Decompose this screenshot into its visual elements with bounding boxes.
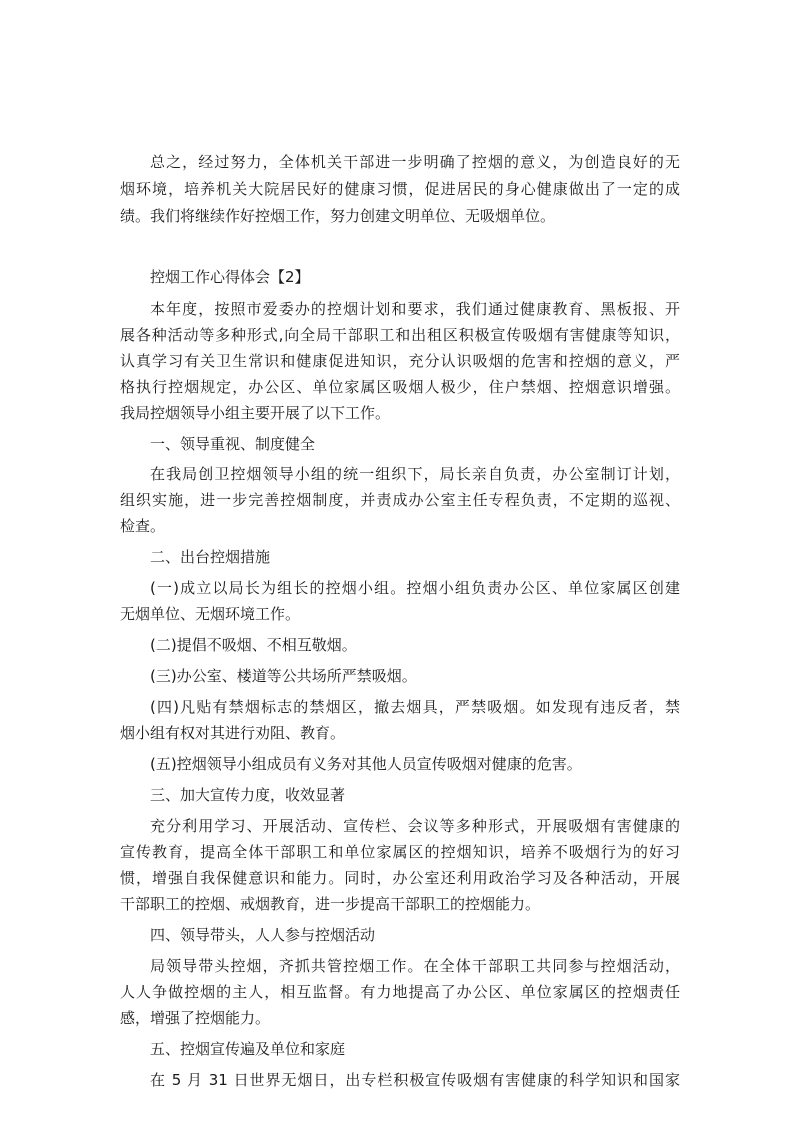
section-heading: 五、控烟宣传遍及单位和家庭 xyxy=(150,1040,346,1058)
section-heading: 一、领导重视、制度健全 xyxy=(150,435,316,453)
paragraph-line: 惯，增强自我保健意识和能力。同时，办公室还利用政治学习及各种活动，开展 xyxy=(120,869,680,887)
paragraph-line: 在 5 月 31 日世界无烟日，出专栏积极宣传吸烟有害健康的科学知识和国家 xyxy=(150,1071,680,1089)
paragraph-line: 组织实施，进一步完善控烟制度，并责成办公室主任专程负责，不定期的巡视、 xyxy=(120,491,680,509)
paragraph-line: 局领导带头控烟，齐抓共管控烟工作。在全体干部职工共同参与控烟活动， xyxy=(150,957,680,975)
paragraph-line: 展各种活动等多种形式,向全局干部职工和出租区积极宣传吸烟有害健康等知识， xyxy=(120,326,680,344)
paragraph-line: 绩。我们将继续作好控烟工作，努力创建文明单位、无吸烟单位。 xyxy=(120,207,556,225)
list-item-line: 烟小组有权对其进行劝阻、教育。 xyxy=(120,724,346,742)
section-heading: 四、领导带头，人人参与控烟活动 xyxy=(150,926,376,944)
list-item-line: (三)办公室、楼道等公共场所严禁吸烟。 xyxy=(150,667,417,685)
list-item-line: 无烟单位、无烟环境工作。 xyxy=(120,605,301,623)
paragraph-line: 认真学习有关卫生常识和健康促进知识，充分认识吸烟的危害和控烟的意义，严 xyxy=(120,352,680,370)
list-item-line: (五)控烟领导小组成员有义务对其他人员宣传吸烟对健康的危害。 xyxy=(150,755,582,773)
paragraph-line: 本年度，按照市爱委办的控烟计划和要求，我们通过健康教育、黑板报、开 xyxy=(150,300,680,318)
paragraph-line: 检查。 xyxy=(120,517,166,535)
paragraph-line: 总之，经过努力，全体机关干部进一步明确了控烟的意义，为创造良好的无 xyxy=(150,153,680,171)
list-item-line: (四)凡贴有禁烟标志的禁烟区，撤去烟具，严禁吸烟。如发现有违反者，禁 xyxy=(150,698,680,716)
paragraph-line: 格执行控烟规定，办公区、单位家属区吸烟人极少，住户禁烟、控烟意识增强。 xyxy=(120,378,680,396)
paragraph-line: 人人争做控烟的主人，相互监督。有力地提高了办公区、单位家属区的控烟责任 xyxy=(120,983,680,1001)
section-title: 控烟工作心得体会【2】 xyxy=(150,268,310,286)
paragraph-line: 烟环境，培养机关大院居民好的健康习惯，促进居民的身心健康做出了一定的成 xyxy=(120,180,680,198)
paragraph-line: 宣传教育，提高全体干部职工和单位家属区的控烟知识，培养不吸烟行为的好习 xyxy=(120,843,680,861)
paragraph-line: 干部职工的控烟、戒烟教育，进一步提高干部职工的控烟能力。 xyxy=(120,895,541,913)
paragraph-line: 在我局创卫控烟领导小组的统一组织下，局长亲自负责，办公室制订计划， xyxy=(150,465,680,483)
section-heading: 三、加大宣传力度，收效显著 xyxy=(150,786,346,804)
section-heading: 二、出台控烟措施 xyxy=(150,548,271,566)
list-item-line: (二)提倡不吸烟、不相互敬烟。 xyxy=(150,636,357,654)
paragraph-line: 充分利用学习、开展活动、宣传栏、会议等多种形式，开展吸烟有害健康的 xyxy=(150,817,680,835)
list-item-line: (一)成立以局长为组长的控烟小组。控烟小组负责办公区、单位家属区创建 xyxy=(150,579,680,597)
paragraph-line: 我局控烟领导小组主要开展了以下工作。 xyxy=(120,404,391,422)
paragraph-line: 感，增强了控烟能力。 xyxy=(120,1009,271,1027)
